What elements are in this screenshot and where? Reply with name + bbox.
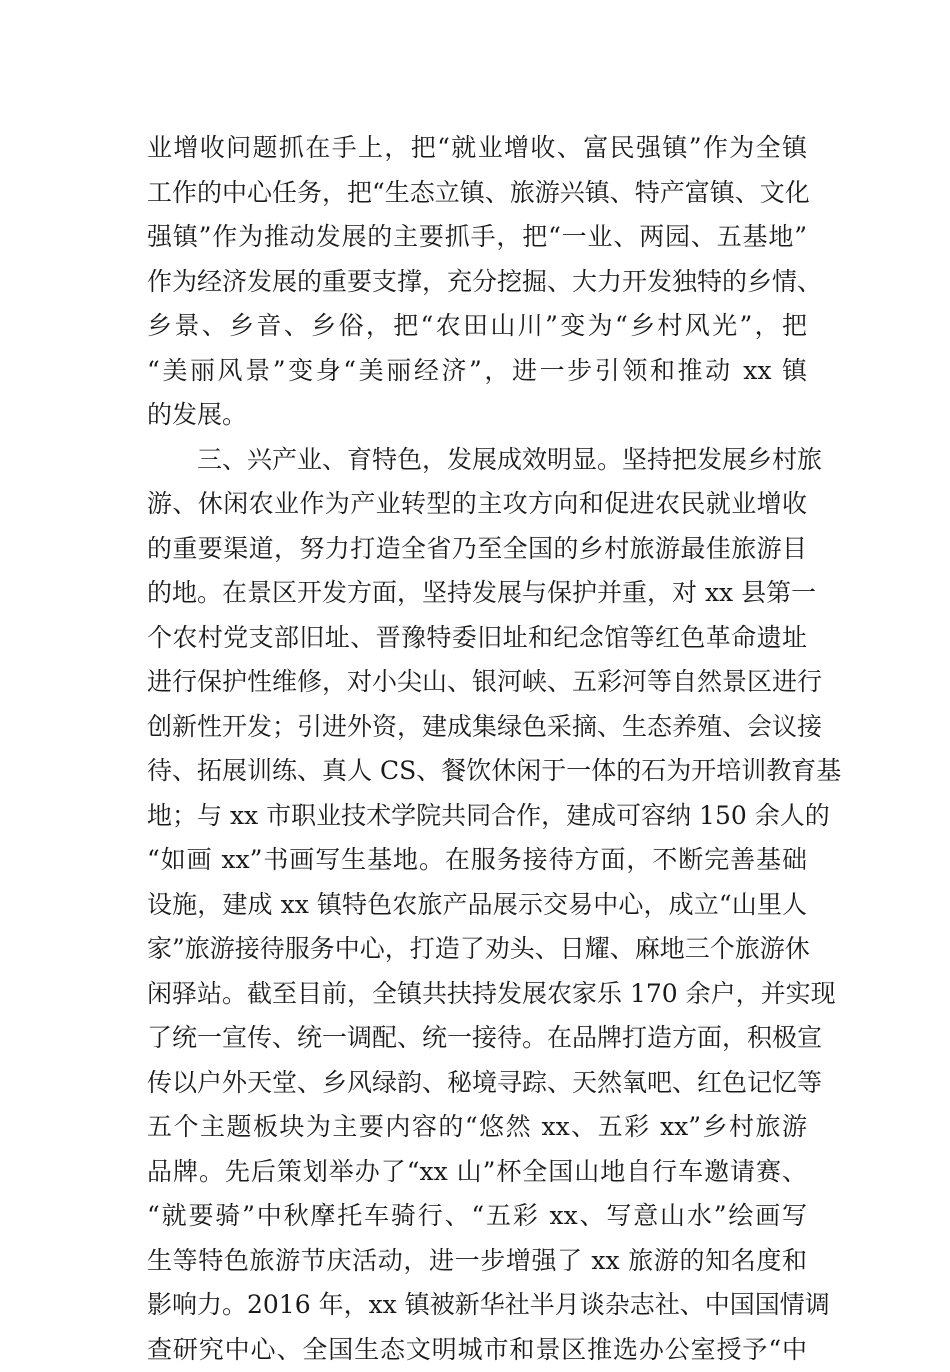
text-line: “就要骑”中秋摩托车骑行、“五彩 xx、写意山水”绘画写 [147, 1194, 807, 1239]
text-line: 乡景、乡音、乡俗，把“农田山川”变为“乡村风光”，把 [147, 304, 807, 349]
text-line: 家”旅游接待服务中心，打造了劝头、日耀、麻地三个旅游休 [147, 927, 807, 972]
text-line: 的发展。 [147, 393, 807, 438]
text-line: 业增收问题抓在手上，把“就业增收、富民强镇”作为全镇 [147, 126, 807, 171]
text-line: 个农村党支部旧址、晋豫特委旧址和纪念馆等红色革命遗址 [147, 616, 807, 661]
text-line: 了统一宣传、统一调配、统一接待。在品牌打造方面，积极宣 [147, 1016, 807, 1061]
text-line: 待、拓展训练、真人 CS、餐饮休闲于一体的石为开培训教育基 [147, 749, 807, 794]
text-line: 闲驿站。截至目前，全镇共扶持发展农家乐 170 余户，并实现 [147, 972, 807, 1017]
text-line: “美丽风景”变身“美丽经济”，进一步引领和推动 xx 镇 [147, 349, 807, 394]
text-line: 五个主题板块为主要内容的“悠然 xx、五彩 xx”乡村旅游 [147, 1105, 807, 1150]
text-line: 品牌。先后策划举办了“xx 山”杯全国山地自行车邀请赛、 [147, 1150, 807, 1195]
text-line: 的地。在景区开发方面，坚持发展与保护并重，对 xx 县第一 [147, 571, 807, 616]
text-line: 创新性开发；引进外资，建成集绿色采摘、生态养殖、会议接 [147, 705, 807, 750]
text-line: 三、兴产业、育特色，发展成效明显。坚持把发展乡村旅 [147, 438, 807, 483]
text-line: 生等特色旅游节庆活动，进一步增强了 xx 旅游的知名度和 [147, 1239, 807, 1284]
text-line: 作为经济发展的重要支撑，充分挖掘、大力开发独特的乡情、 [147, 260, 807, 305]
text-line: 地；与 xx 市职业技术学院共同合作，建成可容纳 150 余人的 [147, 794, 807, 839]
text-line: “如画 xx”书画写生基地。在服务接待方面，不断完善基础 [147, 838, 807, 883]
text-line: 查研究中心、全国生态文明城市和景区推选办公室授予“中 [147, 1328, 807, 1372]
text-line: 游、休闲农业作为产业转型的主攻方向和促进农民就业增收 [147, 482, 807, 527]
text-line: 传以户外天堂、乡风绿韵、秘境寻踪、天然氧吧、红色记忆等 [147, 1061, 807, 1106]
text-line: 进行保护性维修，对小尖山、银河峡、五彩河等自然景区进行 [147, 660, 807, 705]
text-line: 影响力。2016 年，xx 镇被新华社半月谈杂志社、中国国情调 [147, 1283, 807, 1328]
document-body [147, 126, 807, 1372]
text-line: 强镇”作为推动发展的主要抓手，把“一业、两园、五基地” [147, 215, 807, 260]
text-line: 设施，建成 xx 镇特色农旅产品展示交易中心，成立“山里人 [147, 883, 807, 928]
text-line: 工作的中心任务，把“生态立镇、旅游兴镇、特产富镇、文化 [147, 171, 807, 216]
text-line: 的重要渠道，努力打造全省乃至全国的乡村旅游最佳旅游目 [147, 527, 807, 572]
